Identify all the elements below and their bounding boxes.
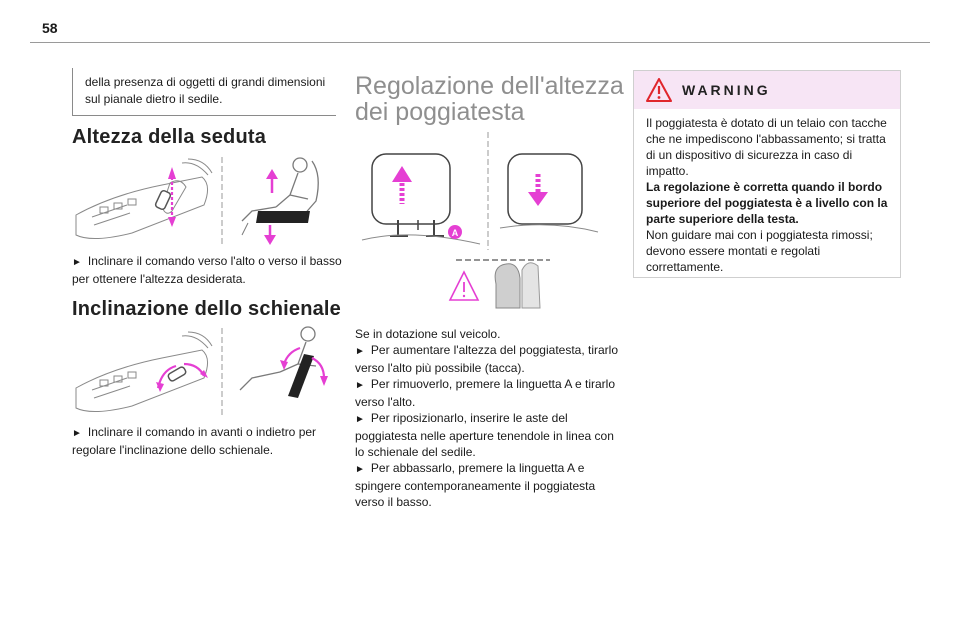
page-number: 58 bbox=[42, 20, 58, 36]
warning-body bbox=[634, 109, 900, 275]
seat-height-instruction-text: Inclinare il comando verso l'alto o verso il basso per ottenere l'altezza desiderata. bbox=[72, 254, 342, 286]
bullet-arrow-icon: ► bbox=[72, 428, 82, 439]
headrest-step-text: Per rimuoverlo, premere la linguetta A e tirarlo verso l'alto. bbox=[355, 377, 616, 409]
warning-triangle-icon bbox=[646, 78, 672, 107]
warning-box bbox=[633, 70, 901, 278]
warning-header bbox=[634, 71, 900, 109]
warning-text: Non guidare mai con i poggiatesta rimossi; devono essere montati e regolati correttamente. bbox=[646, 228, 873, 274]
backrest-instruction bbox=[72, 424, 342, 458]
headrest-step bbox=[355, 342, 625, 376]
intro-note bbox=[72, 68, 336, 116]
tab-a-label: A bbox=[451, 228, 459, 238]
headrest-step bbox=[355, 460, 625, 510]
warning-title: WARNING bbox=[682, 82, 771, 98]
headrest-intro: Se in dotazione sul veicolo. bbox=[355, 327, 501, 341]
headrest-illustration bbox=[360, 132, 600, 310]
headrest-step bbox=[355, 410, 625, 460]
warning-text: Il poggiatesta è dotato di un telaio con tacche che ne impediscono l'abbassamento; si tratta di un dispositivo di sicurezza in caso di impatto. bbox=[646, 116, 887, 178]
seat-height-title: Altezza della seduta bbox=[72, 126, 267, 148]
headrest-step bbox=[355, 376, 625, 410]
header-divider bbox=[30, 42, 930, 43]
headrest-step-text: Per abbassarlo, premere la linguetta A e spingere contemporaneamente il poggiatesta verso il basso. bbox=[355, 461, 596, 509]
bullet-arrow-icon: ► bbox=[72, 257, 82, 268]
headrest-step-text: Per aumentare l'altezza del poggiatesta, tirarlo verso l'alto più possibile (tacca). bbox=[355, 343, 619, 375]
seat-height-instruction bbox=[72, 253, 342, 287]
warning-text-bold: La regolazione è corretta quando il bordo superiore del poggiatesta è a livello con la parte superiore della testa. bbox=[646, 180, 888, 226]
headrest-title: Regolazione dell'altezza dei poggiatesta bbox=[355, 72, 624, 126]
bullet-arrow-icon: ► bbox=[355, 346, 365, 357]
backrest-instruction-text: Inclinare il comando in avanti o indietro per regolare l'inclinazione dello schienale. bbox=[72, 425, 317, 457]
intro-note-text: della presenza di oggetti di grandi dimensioni sul pianale dietro il sedile. bbox=[85, 75, 326, 106]
bullet-arrow-icon: ► bbox=[355, 414, 365, 425]
seat-height-illustration bbox=[72, 155, 328, 247]
bullet-arrow-icon: ► bbox=[355, 464, 365, 475]
backrest-title: Inclinazione dello schienale bbox=[72, 298, 342, 320]
headrest-step-text: Per riposizionarlo, inserire le aste del poggiatesta nelle aperture tenendole in linea con lo schienale del sedile. bbox=[355, 411, 614, 459]
bullet-arrow-icon: ► bbox=[355, 380, 365, 391]
backrest-illustration bbox=[72, 326, 328, 418]
headrest-instructions bbox=[355, 326, 625, 510]
